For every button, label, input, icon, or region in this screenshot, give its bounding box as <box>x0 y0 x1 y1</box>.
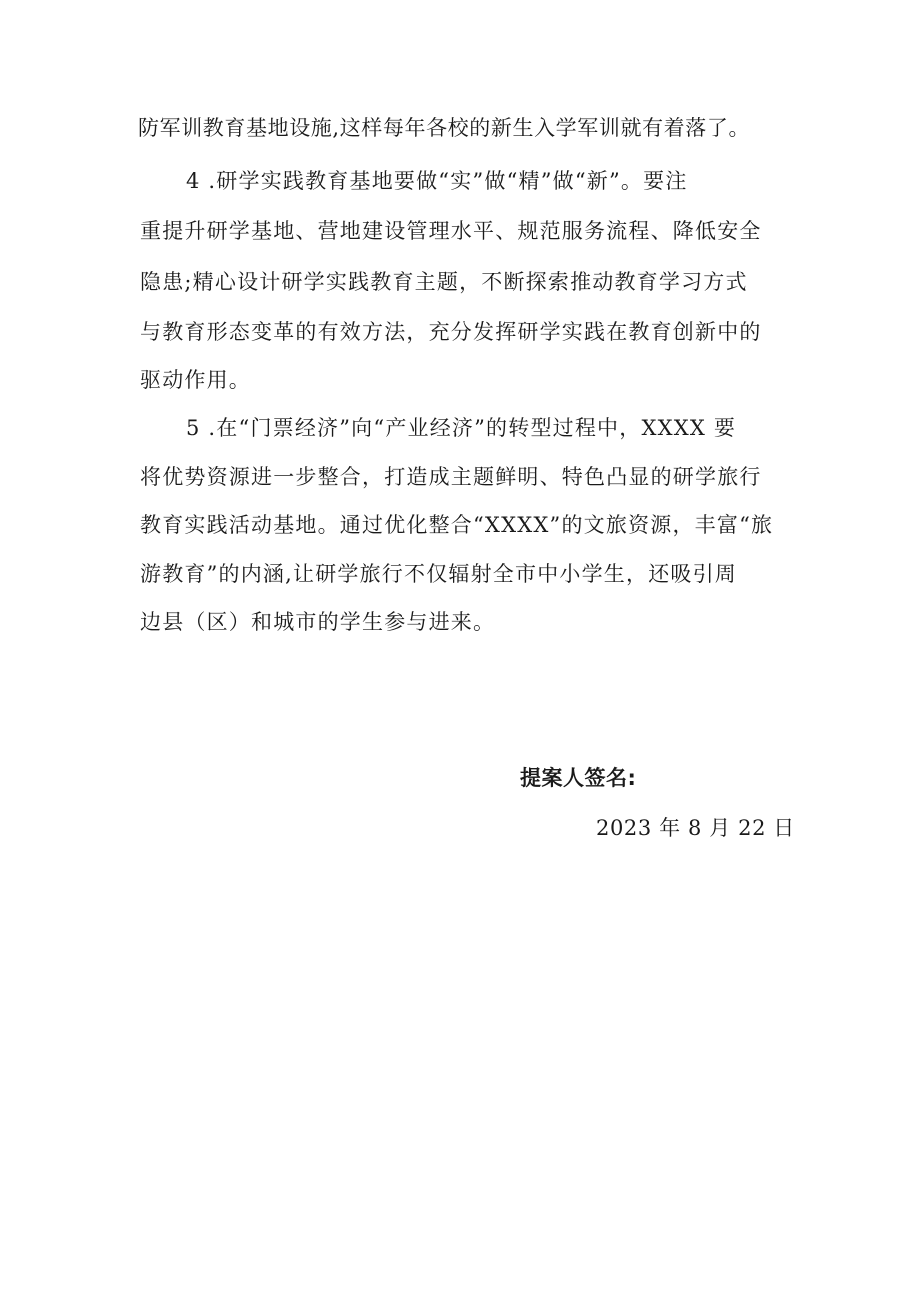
paragraph-line: 防军训教育基地设施,这样每年各校的新生入学军训就有着落了。 <box>138 116 751 140</box>
paragraph-line: 与教育形态变革的有效方法，充分发挥研学实践在教育创新中的 <box>140 320 762 344</box>
paragraph-line: 4 .研学实践教育基地要做“实”做“精”做“新”。要注 <box>186 169 688 193</box>
paragraph-line: 游教育”的内涵,让研学旅行不仅辐射全市中小学生，还吸引周 <box>140 562 738 586</box>
paragraph-line: 驱动作用。 <box>140 368 251 392</box>
paragraph-line: 隐患;精心设计研学实践教育主题，不断探索推动教育学习方式 <box>140 270 748 294</box>
paragraph-line: 将优势资源进一步整合，打造成主题鲜明、特色凸显的研学旅行 <box>140 465 762 489</box>
paragraph-line: 教育实践活动基地。通过优化整合“XXXX”的文旅资源，丰富“旅 <box>140 513 774 537</box>
paragraph-line: 5 .在“门票经济”向“产业经济”的转型过程中，XXXX 要 <box>186 416 737 440</box>
signature-label: 提案人签名: <box>520 766 637 790</box>
paragraph-line: 重提升研学基地、营地建设管理水平、规范服务流程、降低安全 <box>140 219 762 243</box>
document-date: 2023 年 8 月 22 日 <box>596 816 795 840</box>
paragraph-line: 边县（区）和城市的学生参与进来。 <box>140 610 496 634</box>
